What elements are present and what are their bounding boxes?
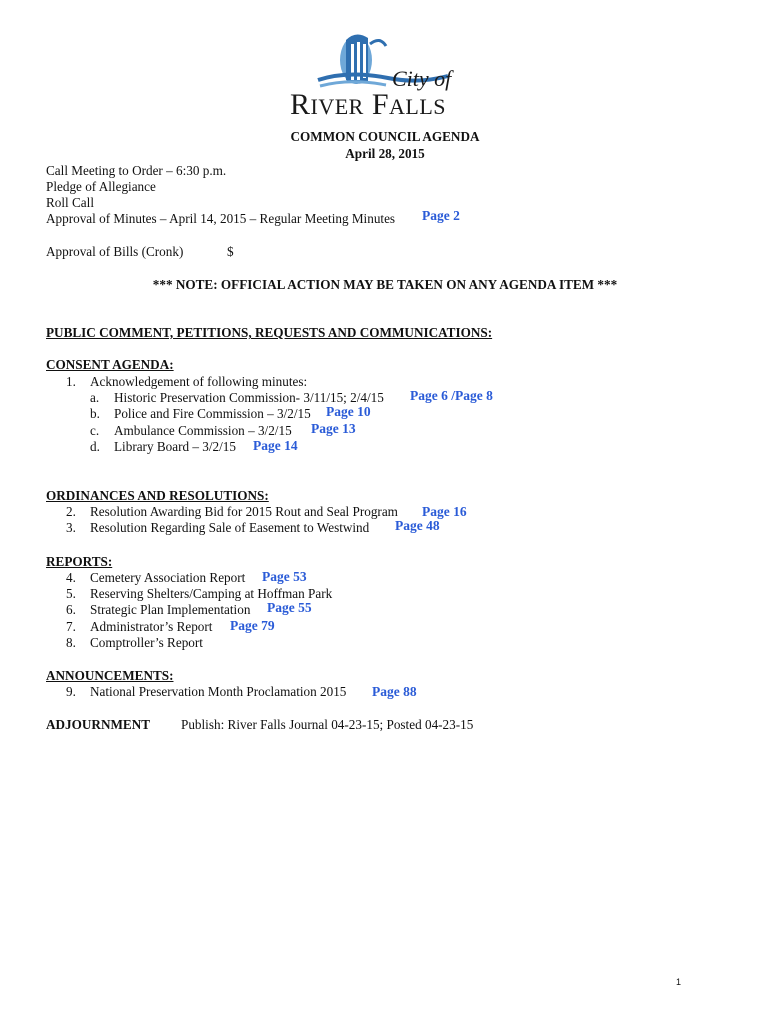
rout-seal-page-link[interactable]: Page 16 [422, 504, 467, 519]
adjournment-label: ADJOURNMENT [46, 717, 151, 732]
list-item: d. Library Board – 3/2/15 [90, 439, 236, 454]
historic-preservation-page-link[interactable]: Page 6 /Page 8 [410, 388, 493, 403]
minutes-page-link[interactable]: Page 2 [422, 208, 460, 223]
administrator-report-page-link[interactable]: Page 79 [230, 618, 275, 633]
list-item: 3. Resolution Regarding Sale of Easement to Westwind [66, 520, 370, 535]
call-to-order: Call Meeting to Order – 6:30 p.m. [46, 163, 227, 178]
list-item: 9. National Preservation Month Proclamation 2015 [66, 684, 347, 699]
logo-city-of: City of [392, 66, 452, 91]
pledge-of-allegiance: Pledge of Allegiance [46, 179, 156, 194]
library-board-page-link[interactable]: Page 14 [253, 438, 298, 453]
approval-of-minutes: Approval of Minutes – April 14, 2015 – Regular Meeting Minutes [46, 211, 396, 226]
easement-page-link[interactable]: Page 48 [395, 518, 440, 533]
list-item: 7. Administrator’s Report [66, 619, 213, 634]
city-logo [288, 30, 488, 122]
cemetery-page-link[interactable]: Page 53 [262, 569, 307, 584]
list-item: 2. Resolution Awarding Bid for 2015 Rout and Seal Program [66, 504, 398, 519]
list-item: b. Police and Fire Commission – 3/2/15 [90, 406, 311, 421]
list-item: c. Ambulance Commission – 3/2/15 [90, 423, 292, 438]
page-number: 1 [676, 977, 682, 987]
consent-agenda-heading: CONSENT AGENDA: [46, 357, 174, 372]
reports-heading: REPORTS: [46, 554, 113, 569]
bills-amount: $ [227, 244, 234, 259]
list-item: 4. Cemetery Association Report [66, 570, 246, 585]
consent-item-1: 1. Acknowledgement of following minutes: [66, 374, 308, 389]
logo-river-falls: RIVER FALLS [290, 88, 447, 121]
announcements-heading: ANNOUNCEMENTS: [46, 668, 174, 683]
agenda-title: COMMON COUNCIL AGENDA [290, 129, 480, 144]
publish-notice: Publish: River Falls Journal 04-23-15; Posted 04-23-15 [181, 717, 474, 732]
agenda-date: April 28, 2015 [345, 146, 425, 161]
list-item: a. Historic Preservation Commission- 3/11/15; 2/4/15 [90, 390, 384, 405]
list-item: 8. Comptroller’s Report [66, 635, 203, 650]
list-item: 5. Reserving Shelters/Camping at Hoffman Park [66, 586, 333, 601]
list-item: 6. Strategic Plan Implementation [66, 602, 251, 617]
ambulance-page-link[interactable]: Page 13 [311, 421, 356, 436]
official-action-note: *** NOTE: OFFICIAL ACTION MAY BE TAKEN ON ANY AGENDA ITEM *** [152, 277, 618, 292]
strategic-plan-page-link[interactable]: Page 55 [267, 600, 312, 615]
roll-call: Roll Call [46, 195, 94, 210]
ordinances-heading: ORDINANCES AND RESOLUTIONS: [46, 488, 269, 503]
proclamation-page-link[interactable]: Page 88 [372, 684, 417, 699]
public-comment-heading: PUBLIC COMMENT, PETITIONS, REQUESTS AND COMMUNICATIONS: [46, 325, 493, 340]
police-fire-page-link[interactable]: Page 10 [326, 404, 371, 419]
approval-of-bills: Approval of Bills (Cronk) [46, 244, 184, 259]
